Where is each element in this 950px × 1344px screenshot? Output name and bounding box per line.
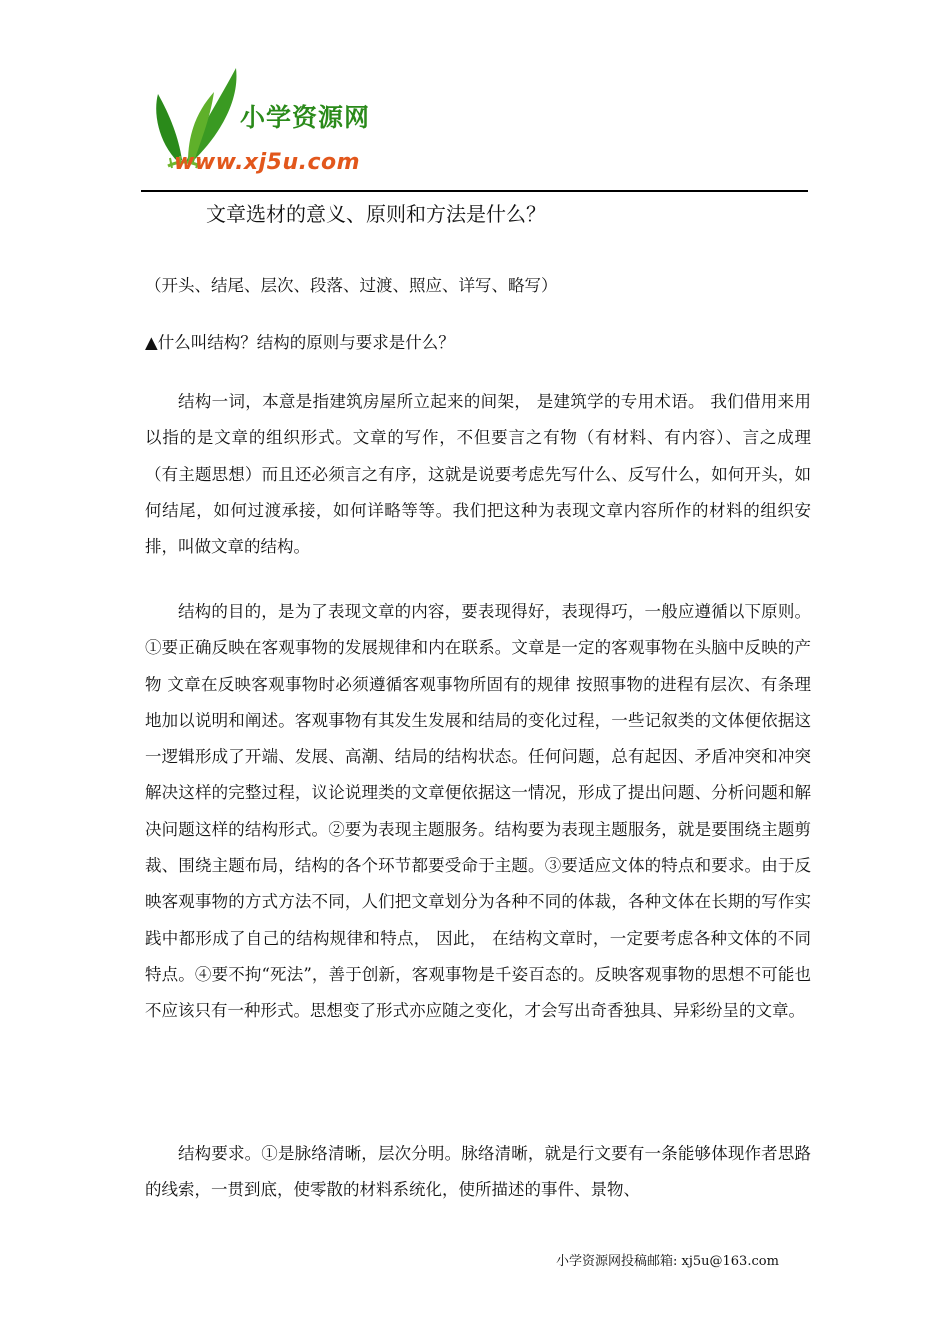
paragraph-2: 结构的目的，是为了表现文章的内容，要表现得好，表现得巧，一般应遵循以下原则。①要正确反映在客观事物的发展规律和内在联系。文章是一定的客观事物在头脑中反映的产物 文章在反映客观事物时必须遵循客观事物所固有的规律 按照事物的进程有层次、有条理地加以说明和阐述。客观事物有其发生发展和结局的变化过程，一些记叙类的文体便依据这一逻辑形成了开端、发展、高潮、结局的结构状态。任何问题，总有起因、矛盾冲突和冲突解决这样的完整过程，议论说理类的文章便依据这一情况，形成了提出问题、分析问题和解决问题这样的结构形式。②要为表现主题服务。结构要为表现主题服务，就是要围绕主题剪裁、围绕主题布局，结构的各个环节都要受命于主题。③要适应文体的特点和要求。由于反映客观事物的方式方法不同，人们把文章划分为各种不同的体裁，各种文体在长期的写作实践中都形成了自己的结构规律和特点， 因此， 在结构文章时，一定要考虑各种文体的不同特点。④要不拘“死法”，善于创新，客观事物是千姿百态的。反映客观事物的思想不可能也不应该只有一种形式。思想变了形式亦应随之变化，才会写出奇香独具、异彩纷呈的文章。	[145, 602, 811, 1021]
footer-contact: 小学资源网投稿邮箱: xj5u@163.com	[556, 1254, 779, 1269]
document-title: 文章选材的意义、原则和方法是什么？	[206, 202, 546, 226]
site-url[interactable]: www.xj5u.com	[174, 150, 361, 175]
paragraph-1: 结构一词，本意是指建筑房屋所立起来的间架， 是建筑学的专用术语。 我们借用来用以指的是文章的组织形式。文章的写作，不但要言之有物（有材料、有内容）、言之成理（有主题思想）而且还必须言之有序，这就是说要考虑先写什么、反写什么，如何开头，如何结尾，如何过渡承接，如何详略等等。我们把这种为表现文章内容所作的材料的组织安排，叫做文章的结构。	[145, 392, 811, 557]
site-name: 小学资源网	[240, 103, 371, 132]
header-rule	[141, 190, 808, 192]
section-question: ▲什么叫结构？结构的原则与要求是什么？	[145, 333, 455, 352]
document-subtitle: （开头、结尾、层次、段落、过渡、照应、详写、略写）	[145, 276, 558, 295]
paragraph-3: 结构要求。①是脉络清晰，层次分明。脉络清晰，就是行文要有一条能够体现作者思路的线索，一贯到底，使零散的材料系统化，使所描述的事件、景物、	[145, 1144, 811, 1200]
site-logo	[148, 62, 388, 190]
